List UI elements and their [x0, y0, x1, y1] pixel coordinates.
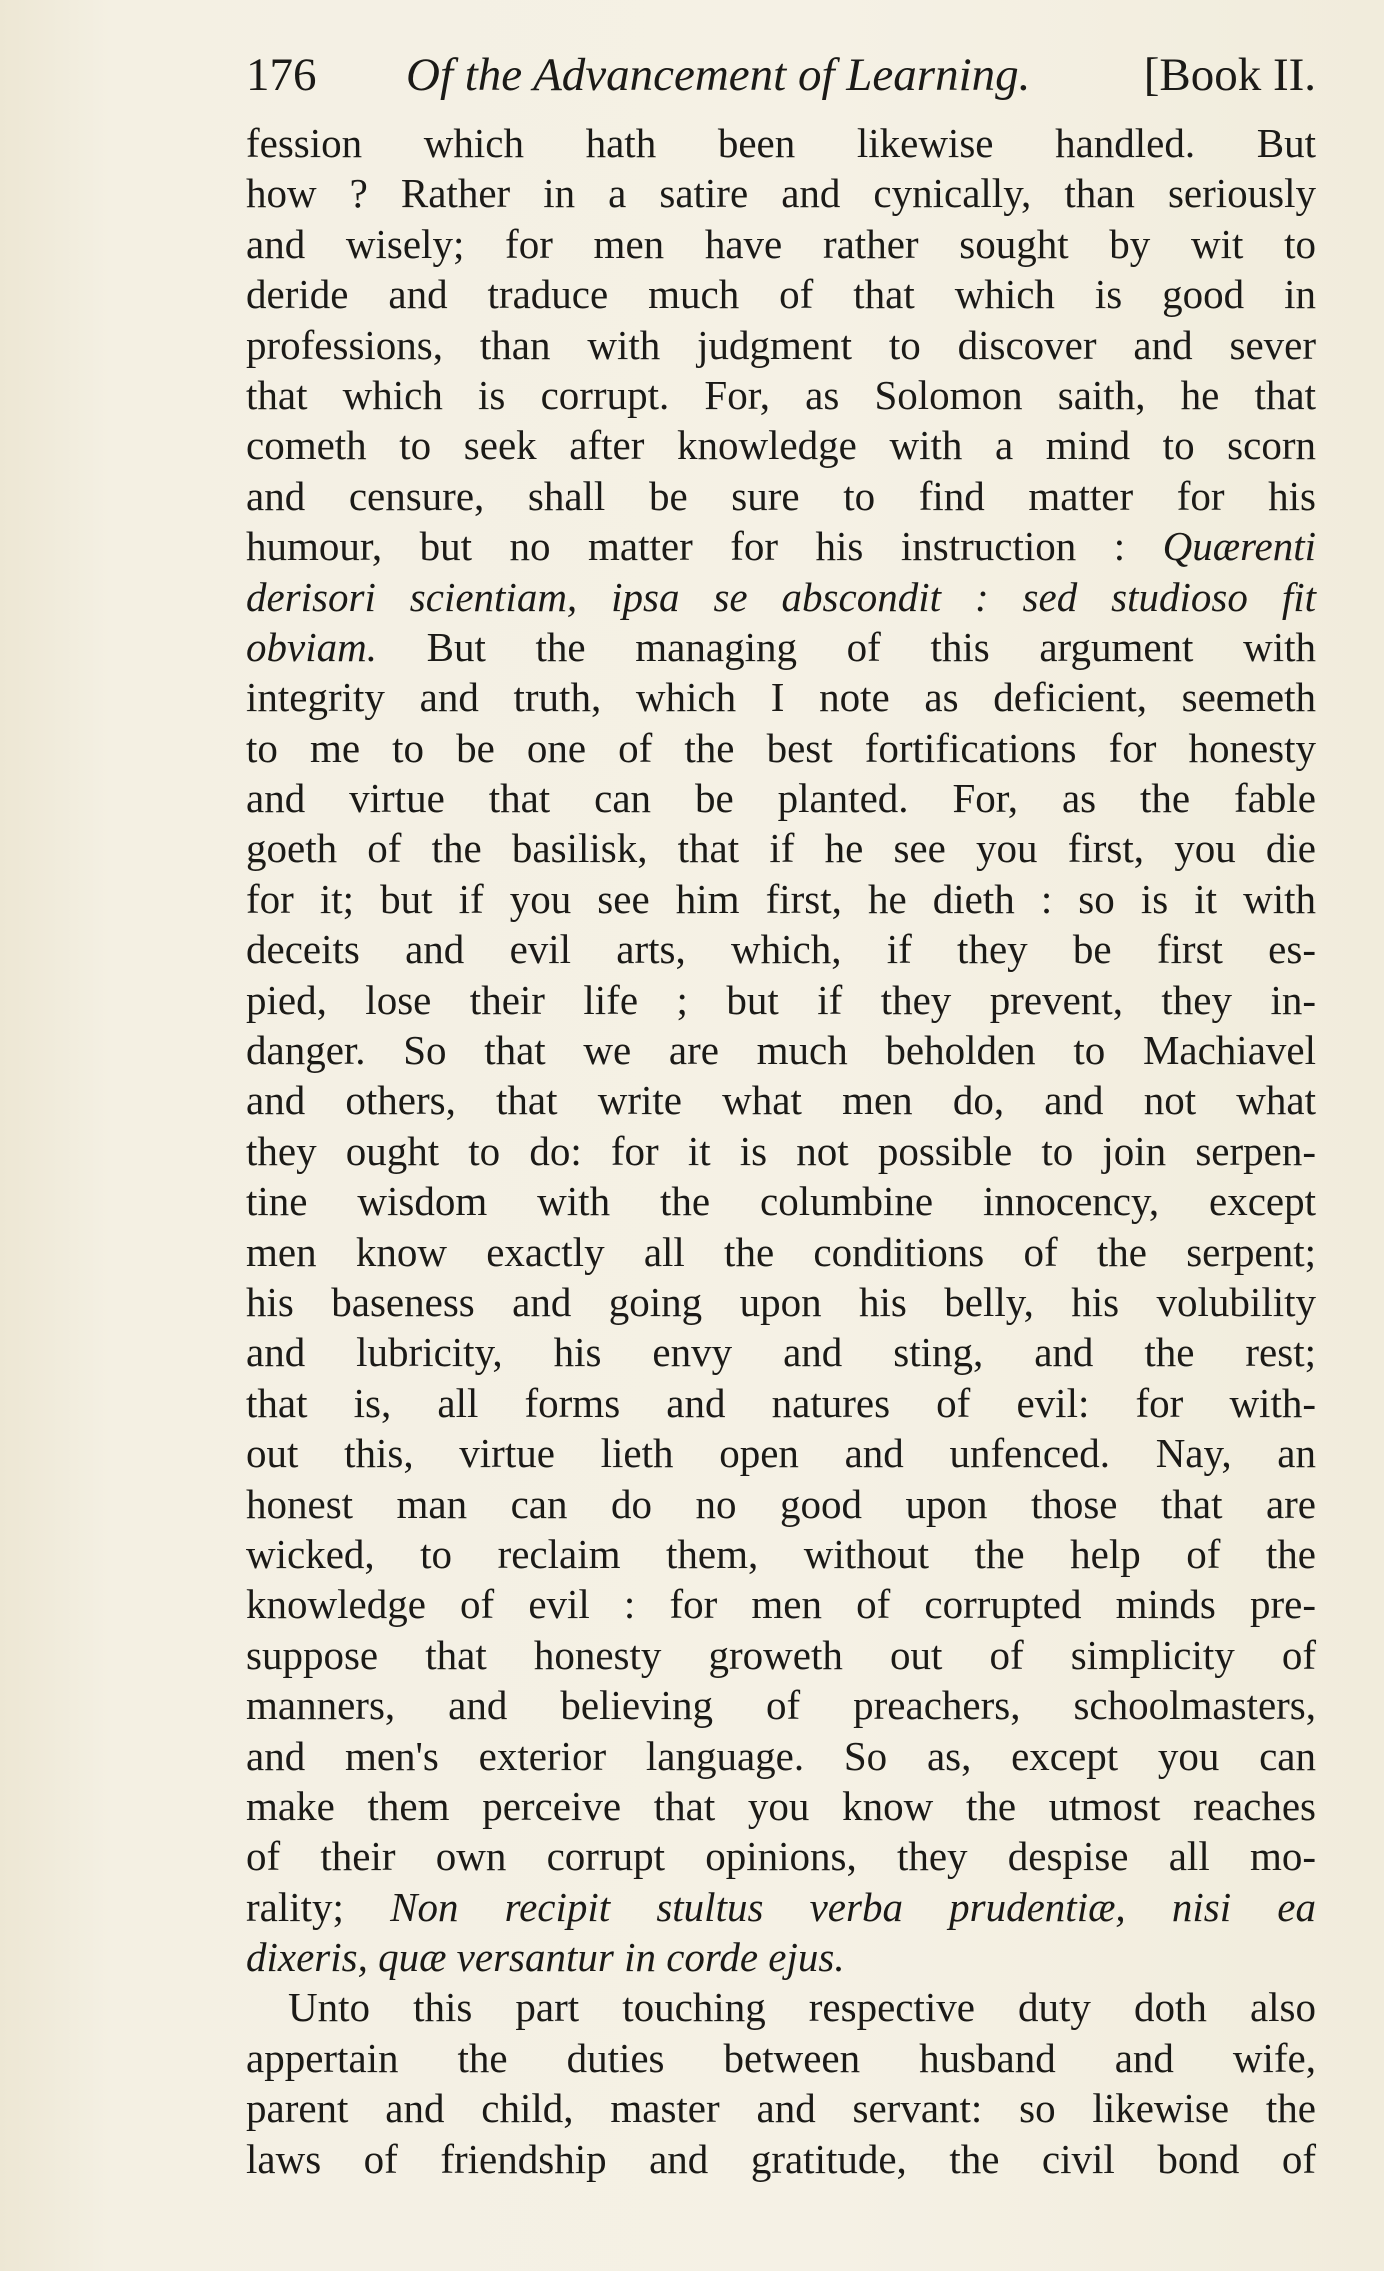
text-line [246, 622, 1316, 672]
text-line: they ought to do: for it is not possible to join serpen- [246, 1127, 1316, 1174]
text-fragment: humour, but no matter for his instruction : [246, 523, 1126, 570]
text-line: and lubricity, his envy and sting, and the rest; [246, 1329, 1316, 1376]
text-line: suppose that honesty groweth out of simplicity of [246, 1631, 1316, 1678]
text-line: out this, virtue lieth open and unfenced. Nay, an [246, 1430, 1316, 1477]
latin-quote: obviam. [246, 623, 377, 670]
text-line: goeth of the basilisk, that if he see you first, you die [246, 825, 1316, 872]
text-line: appertain the duties between husband and wife, [246, 2034, 1316, 2081]
text-line: that which is corrupt. For, as Solomon saith, he that [246, 371, 1316, 418]
text-line: laws of friendship and gratitude, the civil bond of [246, 2135, 1316, 2182]
paragraph-start-line: Unto this part touching respective duty doth also [288, 1984, 1316, 2031]
text-line: and virtue that can be planted. For, as the fable [246, 775, 1316, 822]
text-line: and others, that write what men do, and not what [246, 1077, 1316, 1124]
text-line: knowledge of evil : for men of corrupted minds pre- [246, 1581, 1316, 1628]
text-line: professions, than with judgment to discover and sever [246, 321, 1316, 368]
text-line: how ? Rather in a satire and cynically, than seriously [246, 170, 1316, 217]
text-line: integrity and truth, which I note as deficient, seemeth [246, 674, 1316, 721]
latin-quote: Quærenti [1162, 523, 1317, 570]
text-line: manners, and believing of preachers, schoolmasters, [246, 1682, 1316, 1729]
text-line: fession which hath been likewise handled. But [246, 120, 1316, 166]
latin-quote: Non recipit stultus verba prudentiæ, nisi ea [390, 1883, 1316, 1930]
text-line: men know exactly all the conditions of the serpent; [246, 1228, 1316, 1275]
text-line: tine wisdom with the columbine innocency, except [246, 1178, 1316, 1225]
text-line: parent and child, master and servant: so likewise the [246, 2085, 1316, 2132]
page-number: 176 [246, 49, 317, 101]
text-line: and wisely; for men have rather sought by wit to [246, 220, 1316, 267]
text-line [246, 1882, 1316, 1932]
latin-quote-line: dixeris, quæ versantur in corde ejus. [246, 1934, 845, 1981]
text-line: that is, all forms and natures of evil: for with- [246, 1379, 1316, 1426]
text-line: and men's exterior language. So as, except you can [246, 1732, 1316, 1779]
text-line: of their own corrupt opinions, they despise all mo- [246, 1833, 1316, 1880]
text-line: his baseness and going upon his belly, his volubility [246, 1278, 1316, 1325]
latin-quote-line: derisori scientiam, ipsa se abscondit : sed studioso fit [246, 573, 1316, 620]
text-line: wicked, to reclaim them, without the help of the [246, 1530, 1316, 1577]
running-title: Of the Advancement of Learning. [406, 49, 1031, 101]
text-line: deceits and evil arts, which, if they be first es- [246, 926, 1316, 973]
text-fragment: rality; [246, 1883, 344, 1930]
text-line: danger. So that we are much beholden to Machiavel [246, 1027, 1316, 1074]
text-line: and censure, shall be sure to find matter for his [246, 472, 1316, 519]
text-line: cometh to seek after knowledge with a mind to scorn [246, 422, 1316, 469]
text-line: for it; but if you see him first, he dieth : so is it with [246, 875, 1316, 922]
body-text [246, 118, 1316, 2184]
text-fragment: But the managing of this argument with [426, 623, 1316, 670]
running-header [246, 40, 1316, 110]
text-line: pied, lose their life ; but if they prevent, they in- [246, 976, 1316, 1023]
text-line: honest man can do no good upon those that are [246, 1480, 1316, 1527]
text-line: make them perceive that you know the utmost reaches [246, 1782, 1316, 1829]
text-line [246, 521, 1316, 571]
text-line: deride and traduce much of that which is good in [246, 271, 1316, 318]
text-line: to me to be one of the best fortifications for honesty [246, 724, 1316, 771]
book-label: [Book II. [1143, 49, 1316, 101]
